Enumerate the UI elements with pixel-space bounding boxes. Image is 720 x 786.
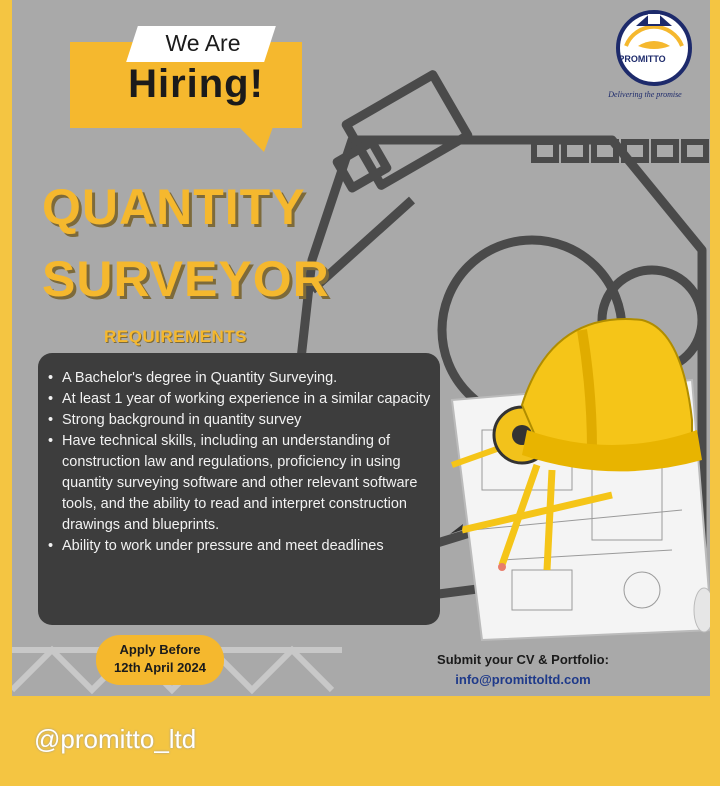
list-item: • A Bachelor's degree in Quantity Surveying. [48,370,338,386]
submit-instructions: Submit your CV & Portfolio: [437,652,609,667]
we-are-text: We Are [165,30,241,56]
bubble-tail [236,124,274,152]
list-item: • Have technical skills, including an understanding of construction law and regulations, proficiency in using quantity surveying software and other relevant software tools, and the ability to read and interpret construction drawings and blueprints. [48,433,418,533]
title-line-1: QUANTITY [42,179,306,235]
list-item: • Ability to work under pressure and meet deadlines [48,538,384,554]
title-line-2: SURVEYOR [42,251,330,307]
requirements-list [48,368,438,557]
logo-tagline: Delivering the promise [608,90,682,99]
logo-name: PROMITTO [618,54,666,64]
list-item: • At least 1 year of working experience in a similar capacity [48,391,431,407]
hiring-text: Hiring! [128,62,264,106]
apply-before-date: 12th April 2024 [113,660,206,675]
hard-hat-illustration [442,310,710,650]
hard-hat-icon [522,319,702,471]
requirements-heading: REQUIREMENTS [104,327,247,346]
hiring-poster [12,0,710,696]
apply-before-label: Apply Before [119,642,201,657]
social-handle: @promitto_ltd [34,724,197,754]
email-link[interactable]: info@promittoltd.com [455,672,591,687]
list-item: • Strong background in quantity survey [48,412,302,428]
